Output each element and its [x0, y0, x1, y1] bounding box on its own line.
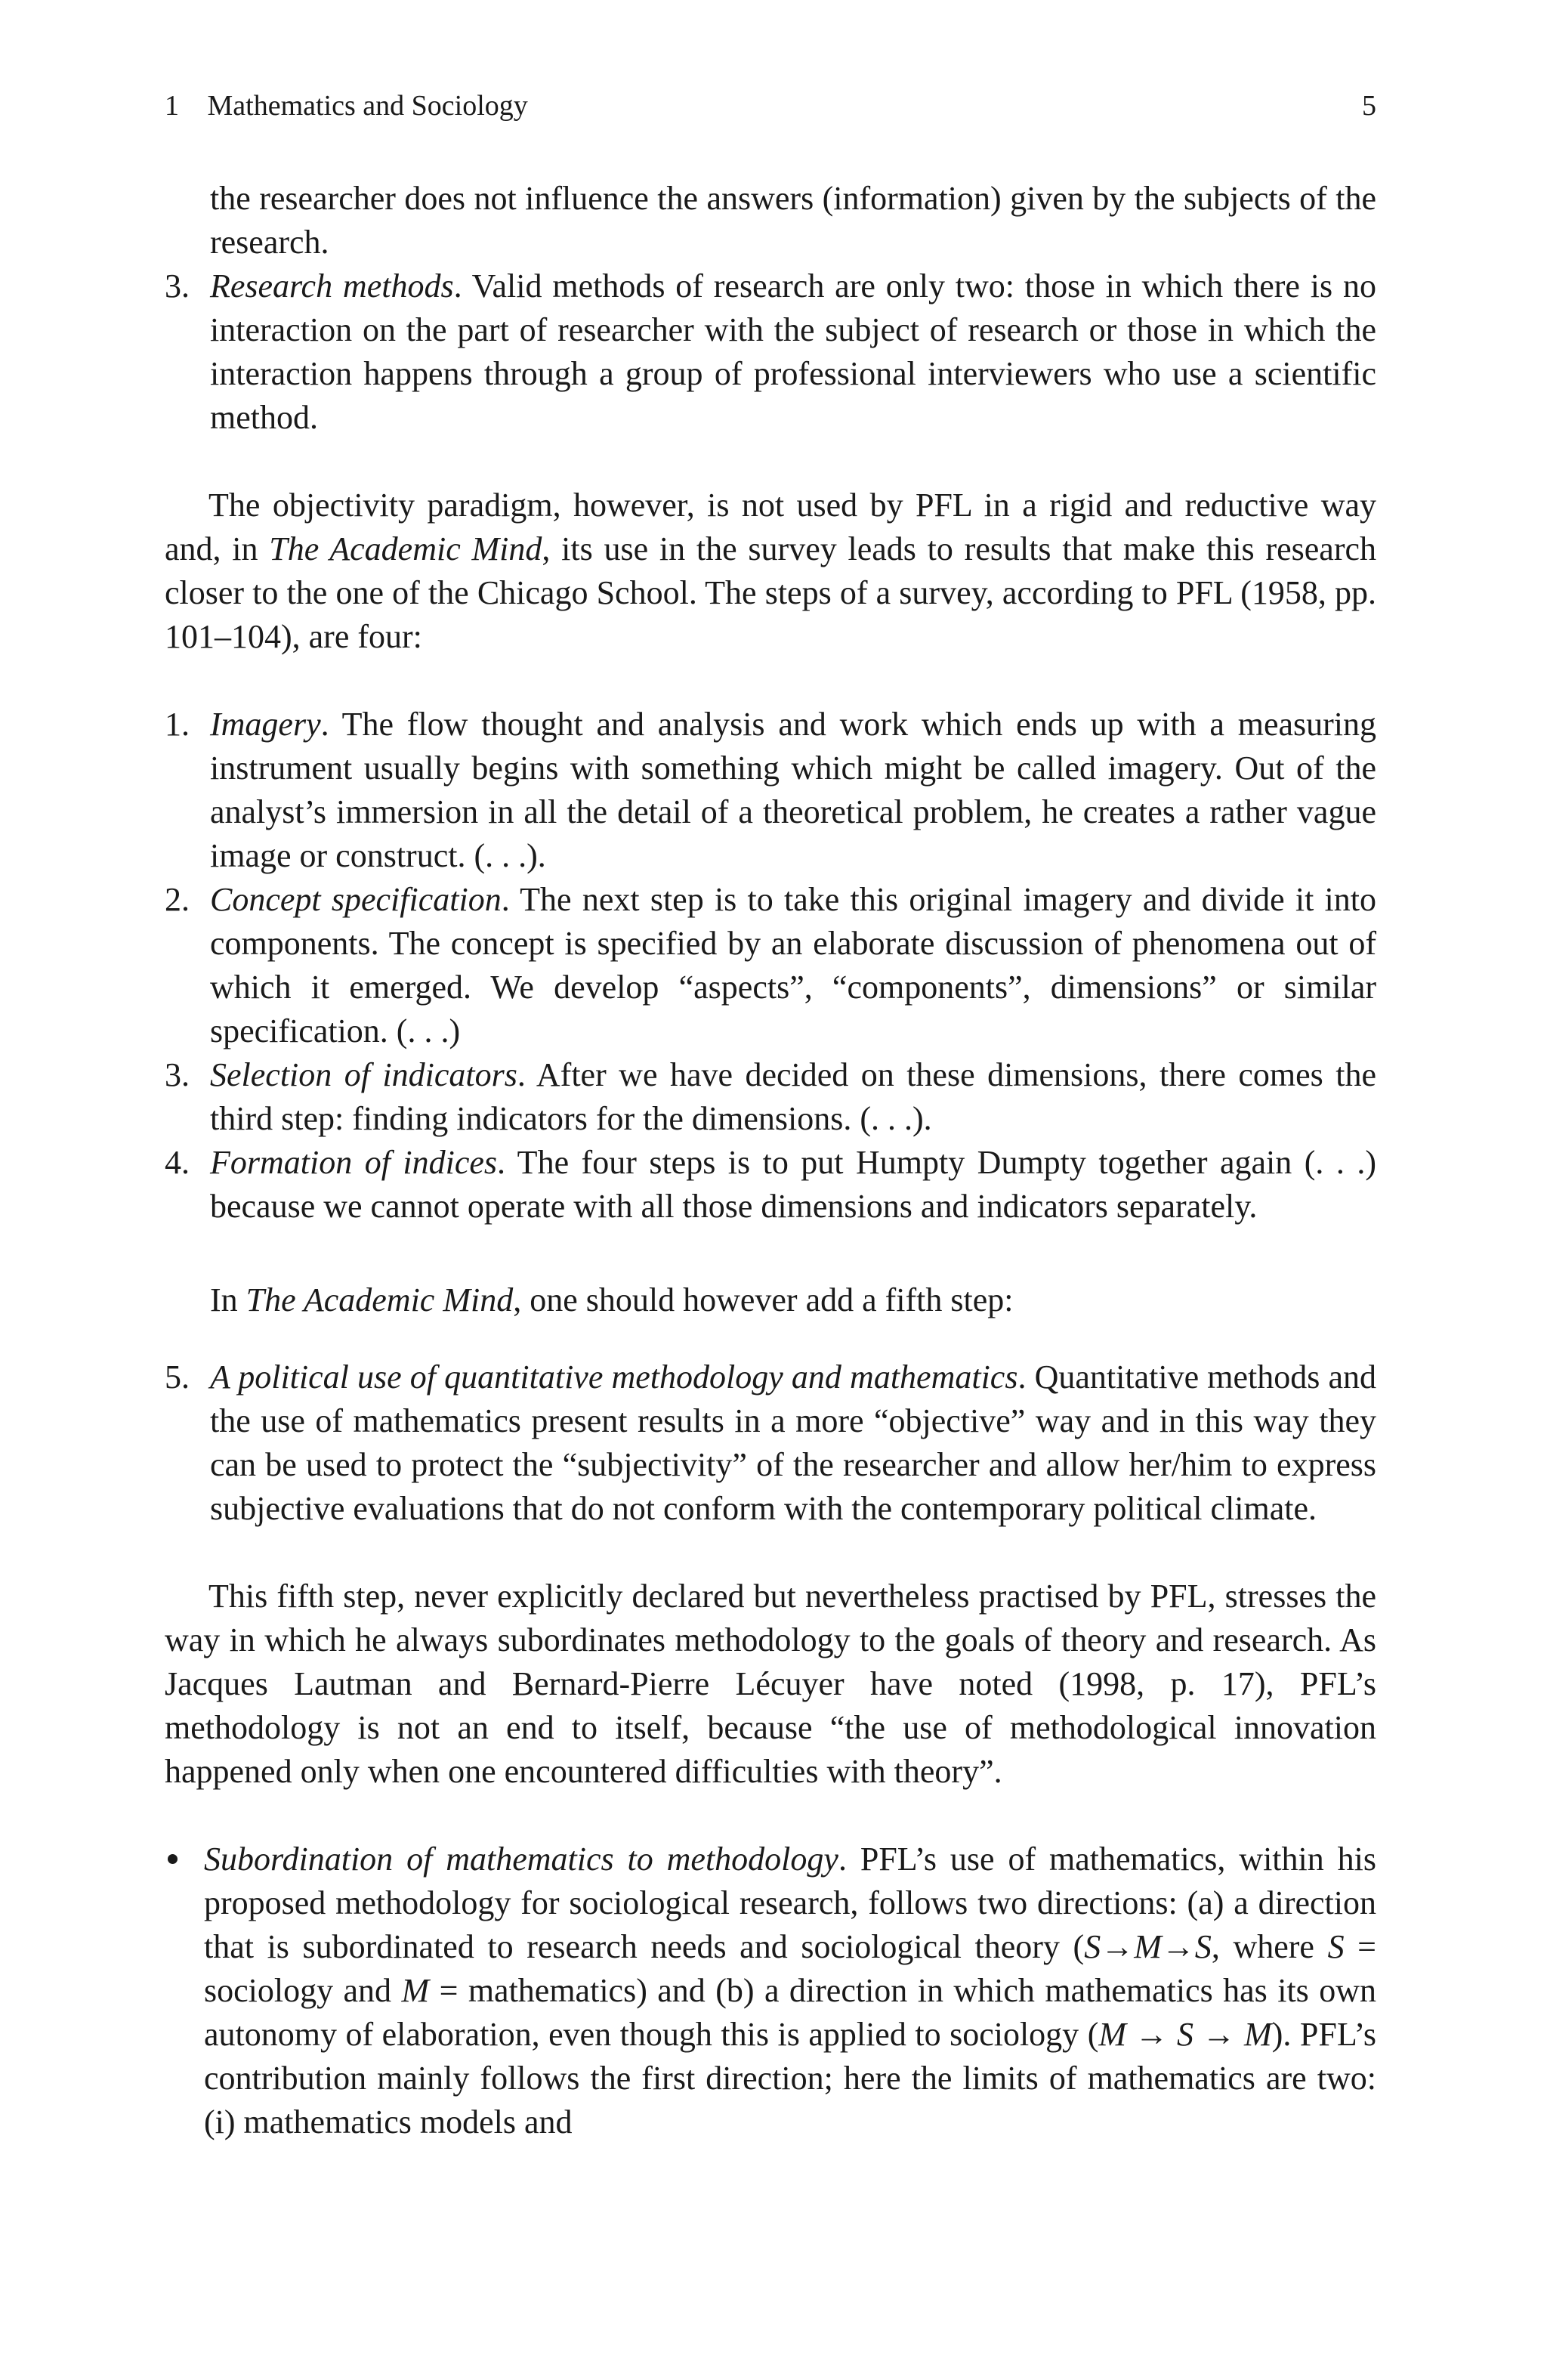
list-item-selection-of-indicators — [165, 1053, 1376, 1141]
chapter-heading — [165, 91, 528, 121]
list-item-political-use — [165, 1355, 1376, 1531]
list-marker: 5. — [165, 1358, 190, 1396]
list-item-continuation: the researcher does not influence the answers (information) given by the subjects of the research. — [210, 180, 1376, 261]
list-item-research-methods — [165, 264, 1376, 440]
paragraph-text: The objectivity paradigm, however, is not used by PFL in a rigid and reductive way and, in — [165, 487, 1376, 567]
item-title: Concept specification — [210, 881, 502, 918]
item-text: . The four steps is to put Humpty Dumpty together again (. . .) because we cannot operate with all those dimensions and indicators separately. — [210, 1144, 1376, 1225]
list-marker: 1. — [165, 706, 190, 743]
formula: S→M→S — [1084, 1928, 1212, 1965]
page — [165, 91, 1376, 2144]
page-number: 5 — [1362, 90, 1376, 122]
list-marker: 2. — [165, 881, 190, 918]
formula: M → S → M — [1098, 2016, 1272, 2053]
book-title: The Academic Mind — [245, 1281, 514, 1318]
bullet-icon — [168, 1854, 178, 1864]
list-marker: 3. — [165, 267, 190, 304]
item-title: Imagery — [210, 706, 321, 743]
item-text: = mathematics) and (b) a direction in which mathematics has its own autonomy of elaboration, even though this is applied to sociology ( — [204, 1972, 1376, 2053]
survey-steps-list — [165, 703, 1376, 1229]
paragraph-text: , one should however add a fifth step: — [513, 1281, 1014, 1318]
item-title: Selection of indicators — [210, 1056, 517, 1093]
paragraph-text: In — [210, 1281, 246, 1318]
variable: S — [1327, 1928, 1345, 1965]
item-text: = sociology and — [204, 1928, 1376, 2009]
item-text: . The flow thought and analysis and work which ends up with a measuring instrument usually begins with something which might be called imagery. Out of the analyst’s immersion in all the detail of a theoretical problem, he creates a rather vague image or construct. (. . .). — [210, 706, 1376, 874]
list-item-concept-specification — [165, 878, 1376, 1053]
paragraph-objectivity — [165, 484, 1376, 659]
book-title: The Academic Mind — [269, 530, 542, 567]
list-item-imagery — [165, 703, 1376, 878]
item-text: . Valid methods of research are only two: those in which there is no interaction on the part of researcher with the subject of research or those in which the interaction happens through a group of professional interviewers who use a scientific method. — [210, 267, 1376, 436]
item-title: Research methods — [210, 267, 454, 304]
chapter-title: Mathematics and Sociology — [207, 90, 528, 122]
paragraph-fifth-step: This fifth step, never explicitly declared but nevertheless practised by PFL, stresses the way in which he always subordinates methodology to the goals of theory and research. As Jacques Lautman and Bernard-Pierre Lécuyer have noted (1998, p. 17), PFL’s methodology is not an end to itself, because “the use of methodological innovation happened only when one encountered difficulties with theory”. — [165, 1578, 1376, 1790]
item-text: . The next step is to take this original imagery and divide it into components. The concept is specified by an elaborate discussion of phenomena out of which it emerged. We develop “aspects”, “components”, dimensions” or similar specification. (. . .) — [210, 881, 1377, 1049]
item-text: . PFL’s use of mathematics, within his proposed methodology for sociological research, follows two directions: (a) a direction that is subordinated to research needs and sociological theory ( — [204, 1841, 1377, 1965]
item-text: . After we have decided on these dimensions, there comes the third step: finding indicators for the dimensions. (. . .). — [210, 1056, 1376, 1137]
list-marker: 3. — [165, 1056, 190, 1093]
item-text: ). PFL’s contribution mainly follows the first direction; here the limits of mathematics are two: (i) mathematics models and — [204, 2016, 1377, 2140]
paragraph-text: , its use in the survey leads to results that make this research closer to the one of the Chicago School. The steps of a survey, according to PFL (1958, pp. 101–104), are four: — [165, 530, 1376, 655]
item-text: , where — [1211, 1928, 1328, 1965]
chapter-number: 1 — [165, 90, 179, 122]
fifth-step-intro — [165, 1278, 1376, 1322]
item-title: Subordination of mathematics to methodology — [204, 1841, 838, 1878]
list-marker: 4. — [165, 1144, 190, 1181]
bullet-list — [165, 1838, 1376, 2144]
item-text: . Quantitative methods and the use of mathematics present results in a more “objective” way and in this way they can be used to protect the “subjectivity” of the researcher and allow her/him to express subjective evaluations that do not conform with the contemporary political climate. — [210, 1358, 1377, 1527]
item-title: Formation of indices — [210, 1144, 498, 1181]
bullet-item-subordination — [165, 1838, 1376, 2144]
variable: M — [401, 1972, 430, 2009]
item-title: A political use of quantitative methodology and mathematics — [210, 1358, 1018, 1396]
running-head — [165, 91, 1376, 121]
list-item-formation-of-indices — [165, 1141, 1376, 1229]
